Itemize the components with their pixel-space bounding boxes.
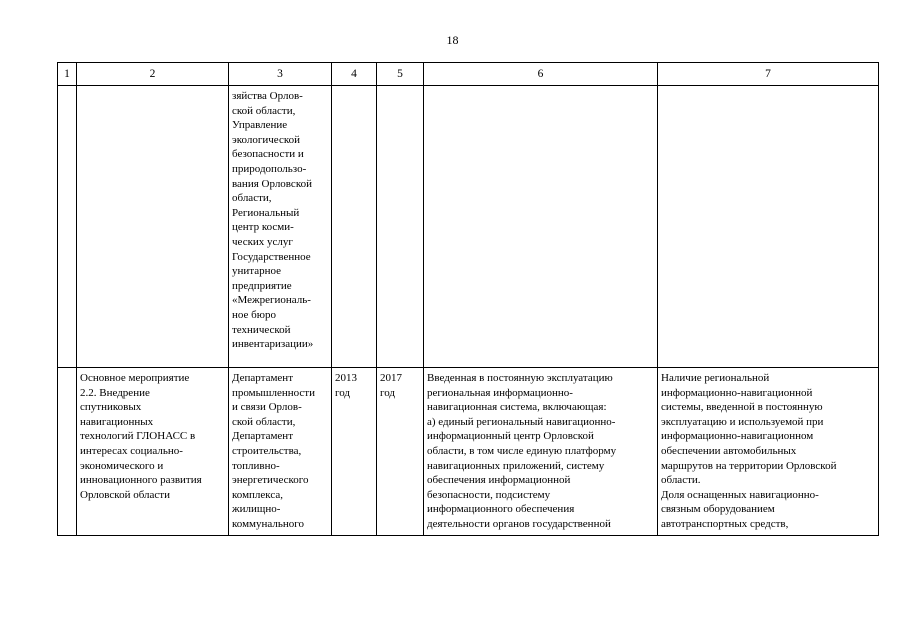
table-cell <box>424 86 658 368</box>
column-header: 2 <box>77 63 229 86</box>
column-header: 3 <box>229 63 332 86</box>
page-number: 18 <box>446 33 459 47</box>
table-cell <box>58 368 77 536</box>
table-cell <box>77 86 229 368</box>
column-header: 5 <box>377 63 424 86</box>
header-row <box>58 63 879 86</box>
column-header: 1 <box>58 63 77 86</box>
executor-cell: зяйства Орлов- ской области, Управление экологической безопасности и природопользо- вания Орловской области, Региональный центр косми- ческих услуг Государственное унитарное предприятие «Межрегиональ- ное бюро технической инвентаризации» <box>229 86 332 368</box>
table-row <box>58 86 879 368</box>
table-cell <box>332 86 377 368</box>
table-cell <box>58 86 77 368</box>
table-cell <box>658 86 879 368</box>
table-cell <box>377 86 424 368</box>
column-header: 7 <box>658 63 879 86</box>
executor-cell: Департамент промышленности и связи Орлов- ской области, Департамент строительства, топливно- энергетического комплекса, жилищно- коммунального <box>229 368 332 536</box>
column-header: 4 <box>332 63 377 86</box>
measures-table <box>57 62 879 536</box>
measure-name-cell: Основное мероприятие 2.2. Внедрение спутниковых навигационных технологий ГЛОНАСС в интересах социально- экономического и инновационного развития Орловской области <box>77 368 229 536</box>
table-row <box>58 368 879 536</box>
indicator-cell: Наличие региональной информационно-навигационной системы, введенной в постоянную эксплуатацию и используемой при информационно-навигационном обеспечении автомобильных маршрутов на территории Орловской области. Доля оснащенных навигационно- связным оборудованием автотранспортных средств, <box>658 368 879 536</box>
end-year-cell: 2017 год <box>377 368 424 536</box>
start-year-cell: 2013 год <box>332 368 377 536</box>
column-header: 6 <box>424 63 658 86</box>
expected-result-cell: Введенная в постоянную эксплуатацию региональная информационно- навигационная система, включающая: а) единый региональный навигационно- информационный центр Орловской области, в том числе единую платформу навигационных приложений, систему обеспечения информационной безопасности, подсистему информационного обеспечения деятельности органов государственной <box>424 368 658 536</box>
